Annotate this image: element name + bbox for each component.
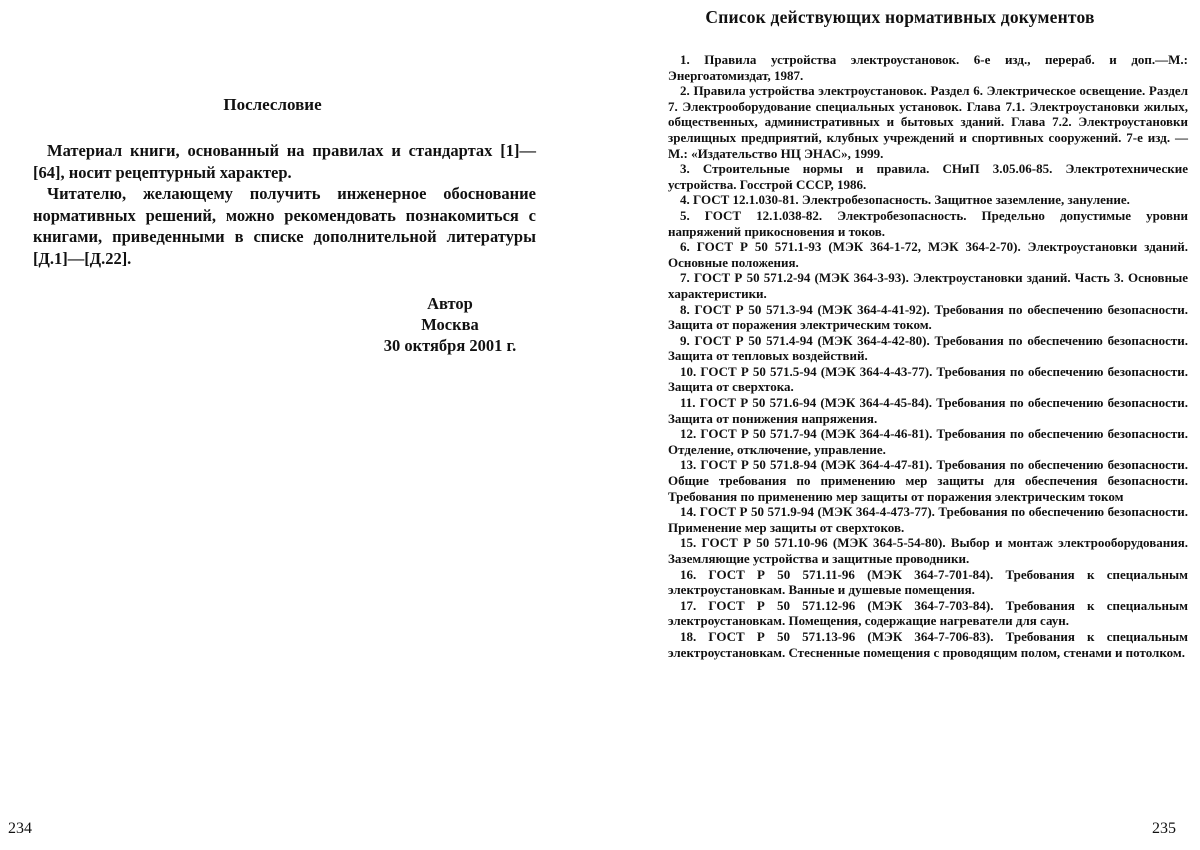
reference-item: 9. ГОСТ Р 50 571.4-94 (МЭК 364-4-42-80). Требования по обеспечению безопасности. Защита от тепловых воздействий. (668, 332, 1188, 364)
reference-item: 12. ГОСТ Р 50 571.7-94 (МЭК 364-4-46-81). Требования по обеспечению безопасности. Отделение, отключение, управление. (668, 426, 1188, 457)
reference-item: 2. Правила устройства электроустановок. Раздел 6. Электрическое освещение. Раздел 7. Электрооборудование специальных установок. Глава 7.1. Электроустановки жилых, общественных, административных и бытовых зданий. Глава 7.2. Электроустановки зрелищных предприятий, клубных учреждений и спортивных сооружений. 7-е изд. — М.: «Издательство НЦ ЭНАС», 1999. (668, 83, 1188, 161)
reference-item: 7. ГОСТ Р 50 571.2-94 (МЭК 364-3-93). Электроустановки зданий. Часть 3. Основные характеристики. (668, 270, 1188, 301)
reference-item: 5. ГОСТ 12.1.038-82. Электробезопасность. Предельно допустимые уровни напряжений прикосновения и токов. (668, 207, 1188, 239)
reference-item: 14. ГОСТ Р 50 571.9-94 (МЭК 364-4-473-77). Требования по обеспечению безопасности. Применение мер защиты от сверхтоков. (668, 504, 1188, 535)
right-page (600, 0, 1200, 850)
reference-item: 1. Правила устройства электроустановок. 6-е изд., перераб. и доп.—М.: Энергоатомиздат, 1987. (668, 52, 1188, 83)
reference-item: 11. ГОСТ Р 50 571.6-94 (МЭК 364-4-45-84). Требования по обеспечению безопасности. Защита от понижения напряжения. (668, 395, 1188, 426)
reference-item: 3. Строительные нормы и правила. СНиП 3.05.06-85. Электротехнические устройства. Госстрой СССР, 1986. (668, 161, 1188, 192)
page-number: 235 (1152, 820, 1176, 837)
references-list (668, 52, 1188, 660)
signature-date: 30 октября 2001 г. (383, 336, 517, 355)
reference-item: 4. ГОСТ 12.1.030-81. Электробезопасность. Защитное заземление, зануление. (680, 192, 1130, 208)
reference-item: 6. ГОСТ Р 50 571.1-93 (МЭК 364-1-72, МЭК 364-2-70). Электроустановки зданий. Основные положения. (668, 239, 1188, 270)
reference-item: 18. ГОСТ Р 50 571.13-96 (МЭК 364-7-706-83). Требования к специальным электроустановкам. Стесненные помещения с проводящим полом, стенами и потолком. (668, 628, 1188, 660)
reference-item: 16. ГОСТ Р 50 571.11-96 (МЭК 364-7-701-84). Требования к специальным электроустановкам. Ванные и душевые помещения. (668, 566, 1188, 598)
afterword-body (33, 140, 536, 269)
references-title: Список действующих нормативных документов (705, 7, 1095, 27)
signature-author: Автор (427, 294, 473, 313)
page-number: 234 (8, 820, 32, 837)
reference-item: 15. ГОСТ Р 50 571.10-96 (МЭК 364-5-54-80). Выбор и монтаж электрооборудования. Заземляющие устройства и защитные проводники. (668, 535, 1188, 566)
reference-item: 17. ГОСТ Р 50 571.12-96 (МЭК 364-7-703-84). Требования к специальным электроустановкам. Помещения, содержащие нагреватели для саун. (668, 597, 1188, 629)
reference-item: 13. ГОСТ Р 50 571.8-94 (МЭК 364-4-47-81). Требования по обеспечению безопасности. Общие требования по применению мер защиты для обеспечения безопасности. Требования по применению мер защиты от поражения электрическим током (668, 457, 1188, 504)
reference-item: 8. ГОСТ Р 50 571.3-94 (МЭК 364-4-41-92). Требования по обеспечению безопасности. Защита от поражения электрическим током. (668, 301, 1188, 333)
afterword-paragraph: Читателю, желающему получить инженерное обоснование нормативных решений, можно рекомендовать познакомиться с книгами, приведенными в списке дополнительной литературы [Д.1]—[Д.22]. (33, 184, 536, 268)
reference-item: 10. ГОСТ Р 50 571.5-94 (МЭК 364-4-43-77). Требования по обеспечению безопасности. Защита от сверхтока. (668, 363, 1188, 395)
afterword-title: Послесловие (223, 95, 322, 114)
signature-city: Москва (421, 315, 479, 334)
signature-block (352, 293, 548, 356)
afterword-paragraph: Материал книги, основанный на правилах и стандартах [1]—[64], носит рецептурный характер. (33, 141, 536, 182)
